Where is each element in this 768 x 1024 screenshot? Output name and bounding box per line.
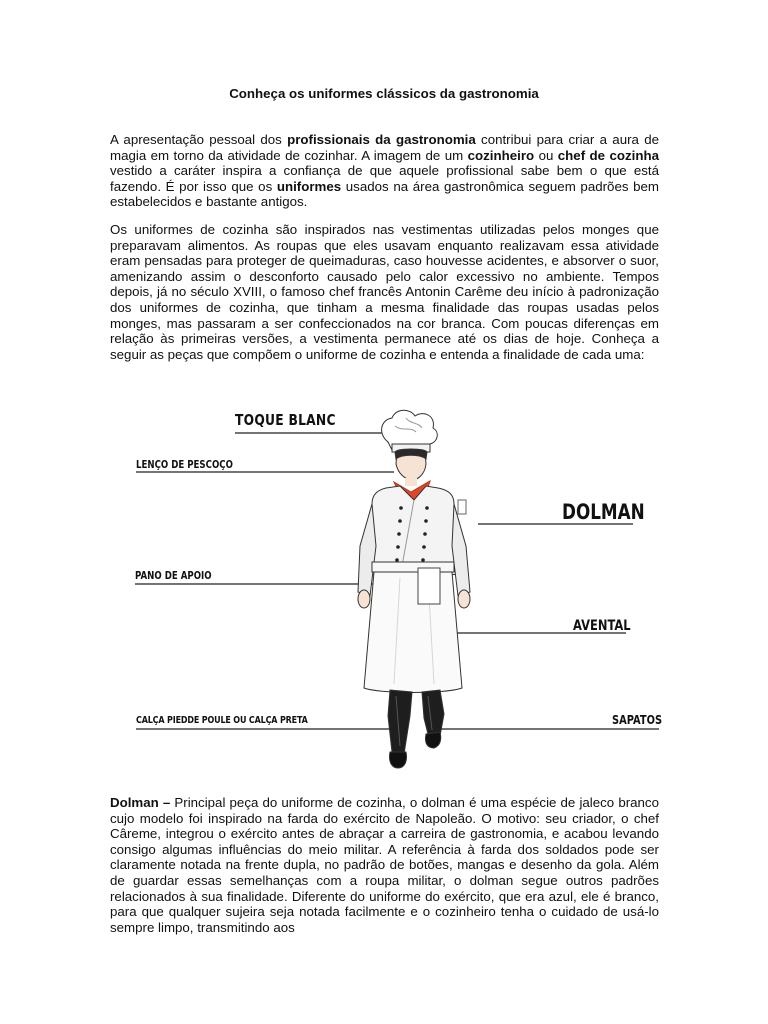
left-hand xyxy=(358,590,370,608)
bold-run: cozinheiro xyxy=(467,147,535,163)
intro-paragraph xyxy=(110,132,659,210)
document-title: Conheça os uniformes clássicos da gastronomia xyxy=(229,86,539,101)
chef-uniform-figure xyxy=(110,396,663,780)
label-toque-blanc: TOQUE BLANC xyxy=(235,411,336,429)
label-dolman: DOLMAN xyxy=(562,500,645,524)
bold-run: profissionais da gastronomia xyxy=(287,132,476,147)
right-trouser-leg xyxy=(422,690,444,736)
right-shoe xyxy=(425,732,440,748)
text-run: A apresentação pessoal dos xyxy=(110,132,288,147)
bold-run: chef de cozinha xyxy=(557,147,659,163)
sleeve-pocket xyxy=(458,500,466,514)
label-calca: CALÇA PIEDDE POULE OU CALÇA PRETA xyxy=(136,715,308,726)
avental-apron xyxy=(364,572,462,693)
label-avental: AVENTAL xyxy=(573,618,631,634)
right-hand xyxy=(458,590,470,608)
text-run: ou xyxy=(534,147,558,163)
text-run: Principal peça do uniforme de cozinha, o dolman é uma espécie de jaleco branco cujo modelo foi inspirado na farda do exército de Napoleão. O motivo: seu criador, o chef Câreme, integrou o exército antes de abraçar a carreira de gastronomia, e acabou levando consigo algumas influências do meio militar. A referência à farda dos soldados pode ser claramente notada na frente dupla, no padrão de botões, mangas e desenho da gola. Além de guardar essas semelhanças com a roupa militar, o dolman segue outros padrões relacionados à sua finalidade. Diferente do uniforme do exército, que era azul, ele é branco, para que qualquer sujeira seja notada facilmente e o cozinheiro tenha o cuidado de usá-lo sempre limpo, transmitindo aos xyxy=(110,795,659,935)
apron-band xyxy=(372,562,454,572)
text-run: usados na área gastronômica seguem padrões bem estabelecidos e bastante antigos. xyxy=(110,178,659,210)
label-sapatos: SAPATOS xyxy=(612,713,663,727)
pano-towel xyxy=(418,568,440,604)
text-run: contribui para criar a aura de magia em torno da atividade de cozinhar. A imagem de um xyxy=(110,132,659,163)
label-lenco-de-pescoco: LENÇO DE PESCOÇO xyxy=(136,459,233,471)
label-pano-de-apoio: PANO DE APOIO xyxy=(135,570,212,582)
right-sleeve xyxy=(452,504,470,596)
bold-run: Dolman – xyxy=(110,795,171,810)
left-shoe xyxy=(389,752,406,768)
bold-run: uniformes xyxy=(276,178,342,194)
history-paragraph: Os uniformes de cozinha são inspirados nas vestimentas utilizadas pelos monges que preparavam alimentos. As roupas que eles usavam enquanto realizavam essa atividade eram pensadas para proteger de queimaduras, caso houvesse acidentes, e absorver o suor, amenizando assim o desconforto causado pelo calor excessivo no ambiente. Tempos depois, já no século XVIII, o famoso chef francês Antonin Carême deu início à padronização dos uniformes de cozinha, que tinham a mesma finalidade das roupas usadas pelos monges, mas passaram a ser confeccionados na cor branca. Com poucas diferenças em relação às primeiras versões, a vestimenta permanece até os dias de hoje. Conheça a seguir as peças que compõem o uniforme de cozinha e entenda a finalidade de cada uma: xyxy=(110,222,659,362)
text-run: vestido a caráter inspira a confiança de que aquele profissional sabe bem o que está fazendo. É por isso que os xyxy=(110,163,659,194)
chef-figure xyxy=(358,410,470,768)
dolman-paragraph xyxy=(110,795,659,935)
